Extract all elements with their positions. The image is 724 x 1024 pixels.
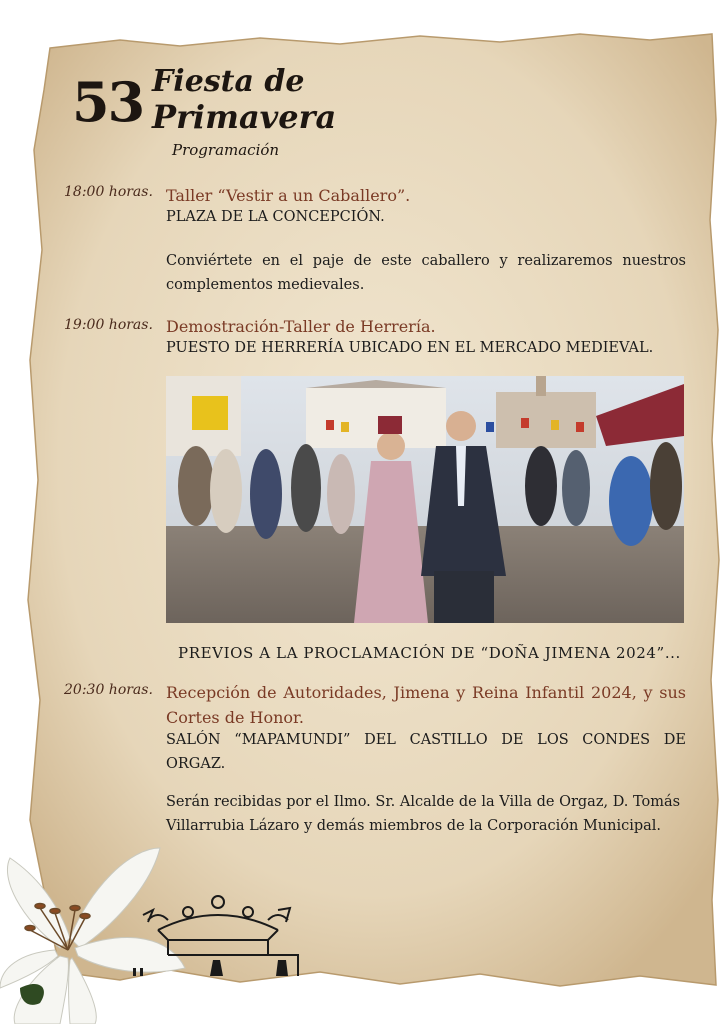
event-3-place: SALÓN “MAPAMUNDI” DEL CASTILLO DE LOS CONDES DE ORGAZ. <box>166 732 686 772</box>
event-1-description: Conviértete en el paje de este caballero y realizaremos nuestros complementos medievales. <box>166 253 686 293</box>
crown-emblem-icon <box>128 880 308 980</box>
event-photo <box>166 376 684 623</box>
title-line-2: Primavera <box>152 98 337 136</box>
previos-announcement: PREVIOS A LA PROCLAMACIÓN DE “DOÑA JIMENA 2024”... <box>178 644 681 662</box>
event-2-title: Demostración-Taller de Herrería. <box>166 317 436 336</box>
event-3-description: Serán recibidas por el Ilmo. Sr. Alcalde de la Villa de Orgaz, D. Tomás Villarrubia Lázaro y demás miembros de la Corporación Municipal. <box>166 794 681 834</box>
edition-number: 53 <box>72 70 144 134</box>
title-line-1: Fiesta de <box>152 64 305 99</box>
event-3-time: 20:30 horas. <box>64 682 153 698</box>
event-1-place: PLAZA DE LA CONCEPCIÓN. <box>166 209 385 225</box>
subtitle: Programación <box>172 141 280 159</box>
event-2-place: PUESTO DE HERRERÍA UBICADO EN EL MERCADO MEDIEVAL. <box>166 340 654 356</box>
event-3-title: Recepción de Autoridades, Jimena y Reina Infantil 2024, y sus Cortes de Honor. <box>166 683 686 727</box>
event-2-time: 19:00 horas. <box>64 317 153 333</box>
event-1-time: 18:00 horas. <box>64 184 153 200</box>
event-1-title: Taller “Vestir a un Caballero”. <box>166 186 411 205</box>
